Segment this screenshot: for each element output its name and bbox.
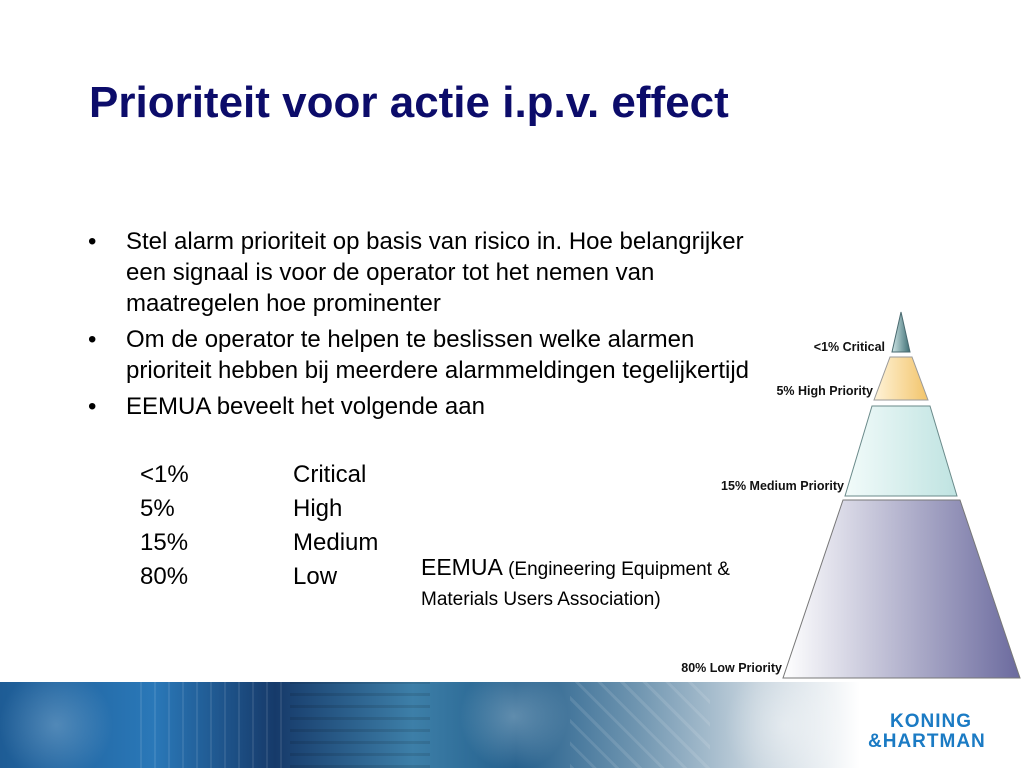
priority-level: Critical xyxy=(293,461,367,488)
priority-table xyxy=(140,461,378,597)
eemua-full-name: (Engineering Equipment & Materials Users Association) xyxy=(421,559,730,610)
pyramid-segment-critical xyxy=(892,312,910,352)
priority-row xyxy=(140,529,378,563)
footer-photo-tile xyxy=(140,682,290,768)
priority-row xyxy=(140,461,378,495)
pyramid-label-high: 5% High Priority xyxy=(776,384,873,398)
logo-line-2: &HARTMAN xyxy=(868,731,986,752)
priority-share: 5% xyxy=(140,495,175,522)
priority-share: 80% xyxy=(140,563,189,590)
pyramid-segment-low xyxy=(783,500,1020,678)
footer-photo-tile xyxy=(290,682,430,768)
bullet-dot: • xyxy=(88,326,97,353)
footer-photo-tile xyxy=(570,682,710,768)
pyramid-segment-high xyxy=(874,357,928,400)
footer-photo-band xyxy=(0,682,860,768)
logo-line-1: KONING xyxy=(890,711,972,732)
bullet-text: EEMUA beveelt het volgende aan xyxy=(126,393,485,420)
priority-level: Medium xyxy=(293,529,379,556)
priority-share: <1% xyxy=(140,461,189,488)
koning-hartman-logo xyxy=(868,712,1018,756)
pyramid-segment-medium xyxy=(845,406,957,496)
pyramid-label-critical: <1% Critical xyxy=(813,340,885,354)
slide-title: Prioriteit voor actie i.p.v. effect xyxy=(89,78,729,127)
priority-row xyxy=(140,495,378,529)
priority-level: Low xyxy=(293,563,338,590)
bullet-text: Stel alarm prioriteit op basis van risico in. Hoe belangrijker een signaal is voor de operator tot het nemen van maatregelen hoe prominenter xyxy=(126,228,744,317)
priority-level: High xyxy=(293,495,343,522)
priority-row xyxy=(140,563,378,597)
pyramid-label-medium: 15% Medium Priority xyxy=(721,479,844,493)
footer-photo-tile xyxy=(430,682,570,768)
footer-photo-tile xyxy=(0,682,140,768)
bullet-text: Om de operator te helpen te beslissen welke alarmen prioriteit hebben bij meerdere alarmmeldingen tegelijkertijd xyxy=(126,326,749,384)
footer-photo-tile xyxy=(710,682,860,768)
priority-share: 15% xyxy=(140,529,189,556)
bullet-dot: • xyxy=(88,393,97,420)
eemua-abbrev: EEMUA xyxy=(421,554,503,580)
pyramid-label-low: 80% Low Priority xyxy=(681,661,782,675)
priority-pyramid xyxy=(640,300,1024,682)
bullet-dot: • xyxy=(88,228,97,255)
